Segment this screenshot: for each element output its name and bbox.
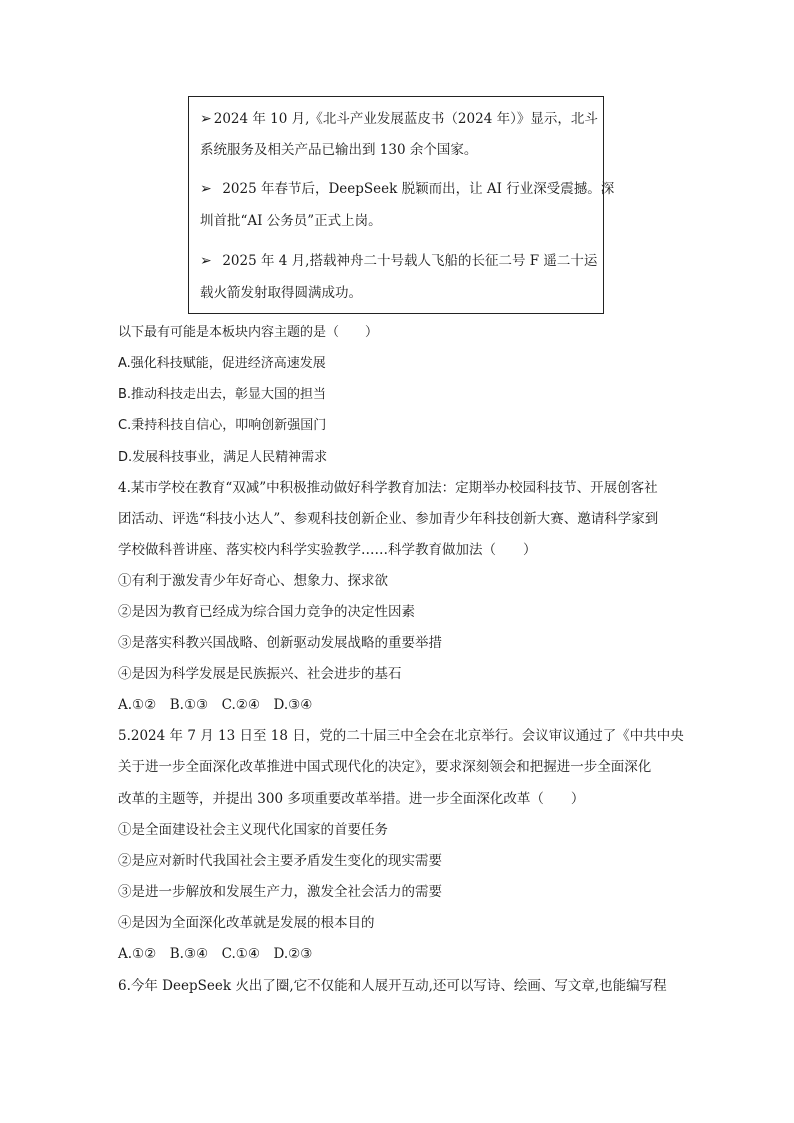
box-item-2-line-2: 圳首批“AI 公务员”正式上岗。	[200, 213, 382, 229]
box-item-2-line-1: ➢ 2025 年春节后，DeepSeek 脱颖而出，让 AI 行业深受震撼。深	[200, 181, 615, 197]
box-item-3-line-2: 载火箭发射取得圆满成功。	[200, 285, 362, 301]
material-box	[188, 96, 615, 314]
box-item-1-line-2: 系统服务及相关产品已输出到 130 余个国家。	[200, 142, 478, 158]
q4-statement-3: ③是落实科教兴国战略、创新驱动发展战略的重要举措	[118, 635, 442, 651]
q3-option-b: B.推动科技走出去，彰显大国的担当	[118, 387, 327, 402]
q3-option-a: A.强化科技赋能，促进经济高速发展	[118, 356, 326, 371]
arrow-bullet-icon: ➢	[200, 253, 212, 269]
q5-statement-2: ②是应对新时代我国社会主要矛盾发生变化的现实需要	[118, 853, 442, 869]
q4-statement-1: ①有利于激发青少年好奇心、想象力、探求欲	[118, 573, 388, 589]
q5-statement-4: ④是因为全面深化改革就是发展的根本目的	[118, 915, 375, 931]
box-item-3-line-1: ➢ 2025 年 4 月,搭载神舟二十号载人飞船的长征二号 F 遥二十运	[200, 253, 598, 269]
q4-statement-2: ②是因为教育已经成为综合国力竞争的决定性因素	[118, 604, 415, 620]
q6-stem-line-1: 6.今年 DeepSeek 火出了圈,它不仅能和人展开互动,还可以写诗、绘画、写文章,也能编写程	[118, 978, 667, 994]
q4-choices: A.①② B.①③ C.②④ D.③④	[118, 697, 313, 713]
q5-statement-1: ①是全面建设社会主义现代化国家的首要任务	[118, 822, 388, 838]
q4-stem-line-3: 学校做科普讲座、落实校内科学实验教学……科学教育做加法（ ）	[118, 542, 537, 558]
arrow-bullet-icon: ➢	[200, 181, 212, 197]
q3-stem: 以下最有可能是本板块内容主题的是（ ）	[118, 325, 379, 340]
q3-option-c: C.秉持科技自信心，叩响创新强国门	[118, 418, 327, 433]
q4-stem-line-1: 4.某市学校在教育“双减”中积极推动做好科学教育加法：定期举办校园科技节、开展创客社	[118, 480, 658, 496]
q5-stem-line-1: 5.2024 年 7 月 13 日至 18 日，党的二十届三中全会在北京举行。会议审议通过了《中共中央	[118, 728, 684, 744]
q3-option-d: D.发展科技事业，满足人民精神需求	[118, 450, 328, 465]
q4-statement-4: ④是因为科学发展是民族振兴、社会进步的基石	[118, 666, 402, 682]
arrow-bullet-icon: ➢	[200, 111, 212, 127]
q5-choices: A.①② B.③④ C.①④ D.②③	[118, 946, 313, 962]
q4-stem-line-2: 团活动、评选“科技小达人”、参观科技创新企业、参加青少年科技创新大赛、邀请科学家到	[118, 511, 659, 527]
q5-stem-line-2: 关于进一步全面深化改革推进中国式现代化的决定》，要求深刻领会和把握进一步全面深化	[118, 759, 652, 775]
q5-statement-3: ③是进一步解放和发展生产力，激发全社会活力的需要	[118, 884, 442, 900]
q5-stem-line-3: 改革的主题等，并提出 300 多项重要改革举措。进一步全面深化改革（ ）	[118, 791, 585, 807]
box-item-1-line-1: ➢ 2024 年 10 月,《北斗产业发展蓝皮书（2024 年）》显示，北斗	[200, 111, 598, 127]
